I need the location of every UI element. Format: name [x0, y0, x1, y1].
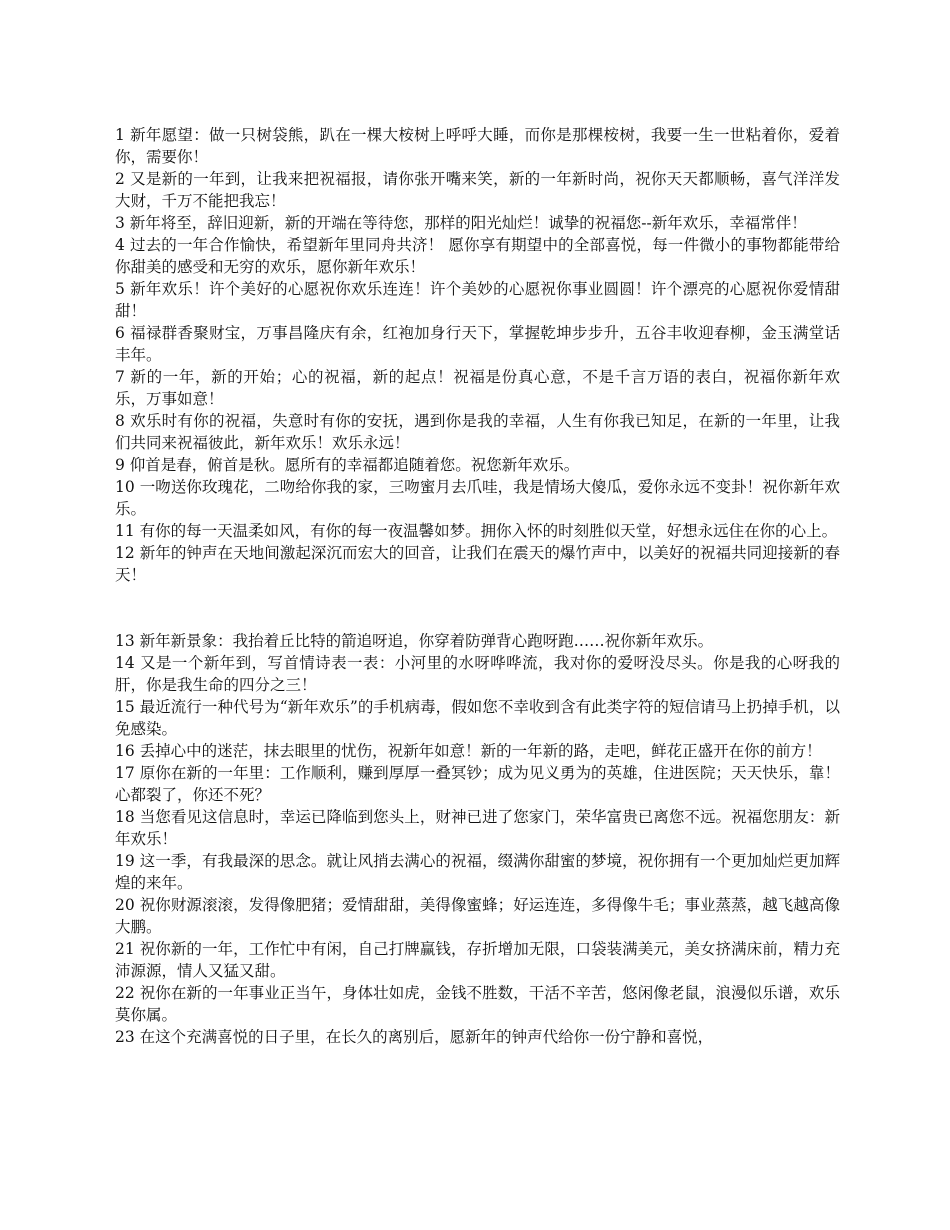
entry-12: 12 新年的钟声在天地间激起深沉而宏大的回音，让我们在震天的爆竹声中，以美好的祝福共同迎接新的春天！: [115, 544, 840, 584]
entry-2: 2 又是新的一年到，让我来把祝福报，请你张开嘴来笑，新的一年新时尚，祝你天天都顺畅，喜气洋洋发大财，千万不能把我忘！: [115, 170, 840, 210]
entry-17: 17 原你在新的一年里：工作顺利，赚到厚厚一叠冥钞；成为见义勇为的英雄，住进医院；天天快乐，靠！心都裂了，你还不死？: [115, 764, 840, 804]
entry-3: 3 新年将至，辞旧迎新，新的开端在等待您，那样的阳光灿烂！诚挚的祝福您--新年欢乐，幸福常伴！: [115, 214, 807, 232]
entry-19: 19 这一季，有我最深的思念。就让风捎去满心的祝福，缀满你甜蜜的梦境，祝你拥有一个更加灿烂更加辉煌的来年。: [115, 852, 840, 892]
entry-4: 4 过去的一年合作愉快，希望新年里同舟共济！ 愿你享有期望中的全部喜悦，每一件微小的事物都能带给你甜美的感受和无穷的欢乐，愿你新年欢乐！: [115, 236, 840, 276]
entry-21: 21 祝你新的一年，工作忙中有闲，自己打牌赢钱，存折增加无限，口袋装满美元，美女挤满床前，精力充沛源源，情人又猛又甜。: [115, 940, 840, 980]
entry-10: 10 一吻送你玫瑰花，二吻给你我的家，三吻蜜月去爪哇，我是情场大傻瓜，爱你永远不变卦！祝你新年欢乐。: [115, 478, 840, 518]
section-gap: [115, 586, 840, 630]
entry-6: 6 福禄群香聚财宝，万事昌隆庆有余，红袍加身行天下，掌握乾坤步步升，五谷丰收迎春柳，金玉满堂话丰年。: [115, 324, 840, 364]
entry-14: 14 又是一个新年到，写首情诗表一表：小河里的水呀哗哗流，我对你的爱呀没尽头。你是我的心呀我的肝，你是我生命的四分之三！: [115, 654, 840, 694]
entry-7: 7 新的一年，新的开始；心的祝福，新的起点！祝福是份真心意，不是千言万语的表白，祝福你新年欢乐，万事如意！: [115, 368, 840, 408]
entry-15: 15 最近流行一种代号为“新年欢乐”的手机病毒，假如您不幸收到含有此类字符的短信请马上扔掉手机，以免感染。: [115, 698, 840, 738]
entry-22: 22 祝你在新的一年事业正当午，身体壮如虎，金钱不胜数，干活不辛苦，悠闲像老鼠，浪漫似乐谱，欢乐莫你属。: [115, 984, 840, 1024]
entry-18: 18 当您看见这信息时，幸运已降临到您头上，财神已进了您家门，荣华富贵已离您不远。祝福您朋友：新年欢乐！: [115, 808, 840, 848]
entry-11: 11 有你的每一天温柔如风，有你的每一夜温馨如梦。拥你入怀的时刻胜似天堂，好想永远住在你的心上。: [115, 522, 838, 540]
entry-1: 1 新年愿望：做一只树袋熊，趴在一棵大桉树上呼呼大睡，而你是那棵桉树，我要一生一世粘着你，爱着你，需要你！: [115, 126, 840, 166]
entry-23: 23 在这个充满喜悦的日子里，在长久的离别后，愿新年的钟声代给你一份宁静和喜悦，: [115, 1028, 714, 1046]
entry-13: 13 新年新景象：我抬着丘比特的箭追呀追，你穿着防弹背心跑呀跑……祝你新年欢乐。: [115, 632, 714, 650]
entry-8: 8 欢乐时有你的祝福，失意时有你的安抚，遇到你是我的幸福，人生有你我已知足，在新的一年里，让我们共同来祝福彼此，新年欢乐！欢乐永远！: [115, 412, 840, 452]
document-body: [115, 124, 840, 1048]
entry-16: 16 丢掉心中的迷茫，抹去眼里的忧伤，祝新年如意！新的一年新的路，走吧，鲜花正盛开在你的前方！: [115, 742, 822, 760]
entry-5: 5 新年欢乐！许个美好的心愿祝你欢乐连连！许个美妙的心愿祝你事业圆圆！许个漂亮的心愿祝你爱情甜甜！: [115, 280, 840, 320]
entry-20: 20 祝你财源滚滚，发得像肥猪；爱情甜甜，美得像蜜蜂；好运连连，多得像牛毛；事业蒸蒸，越飞越高像大鹏。: [115, 896, 840, 936]
entry-9: 9 仰首是春，俯首是秋。愿所有的幸福都追随着您。祝您新年欢乐。: [115, 456, 580, 474]
